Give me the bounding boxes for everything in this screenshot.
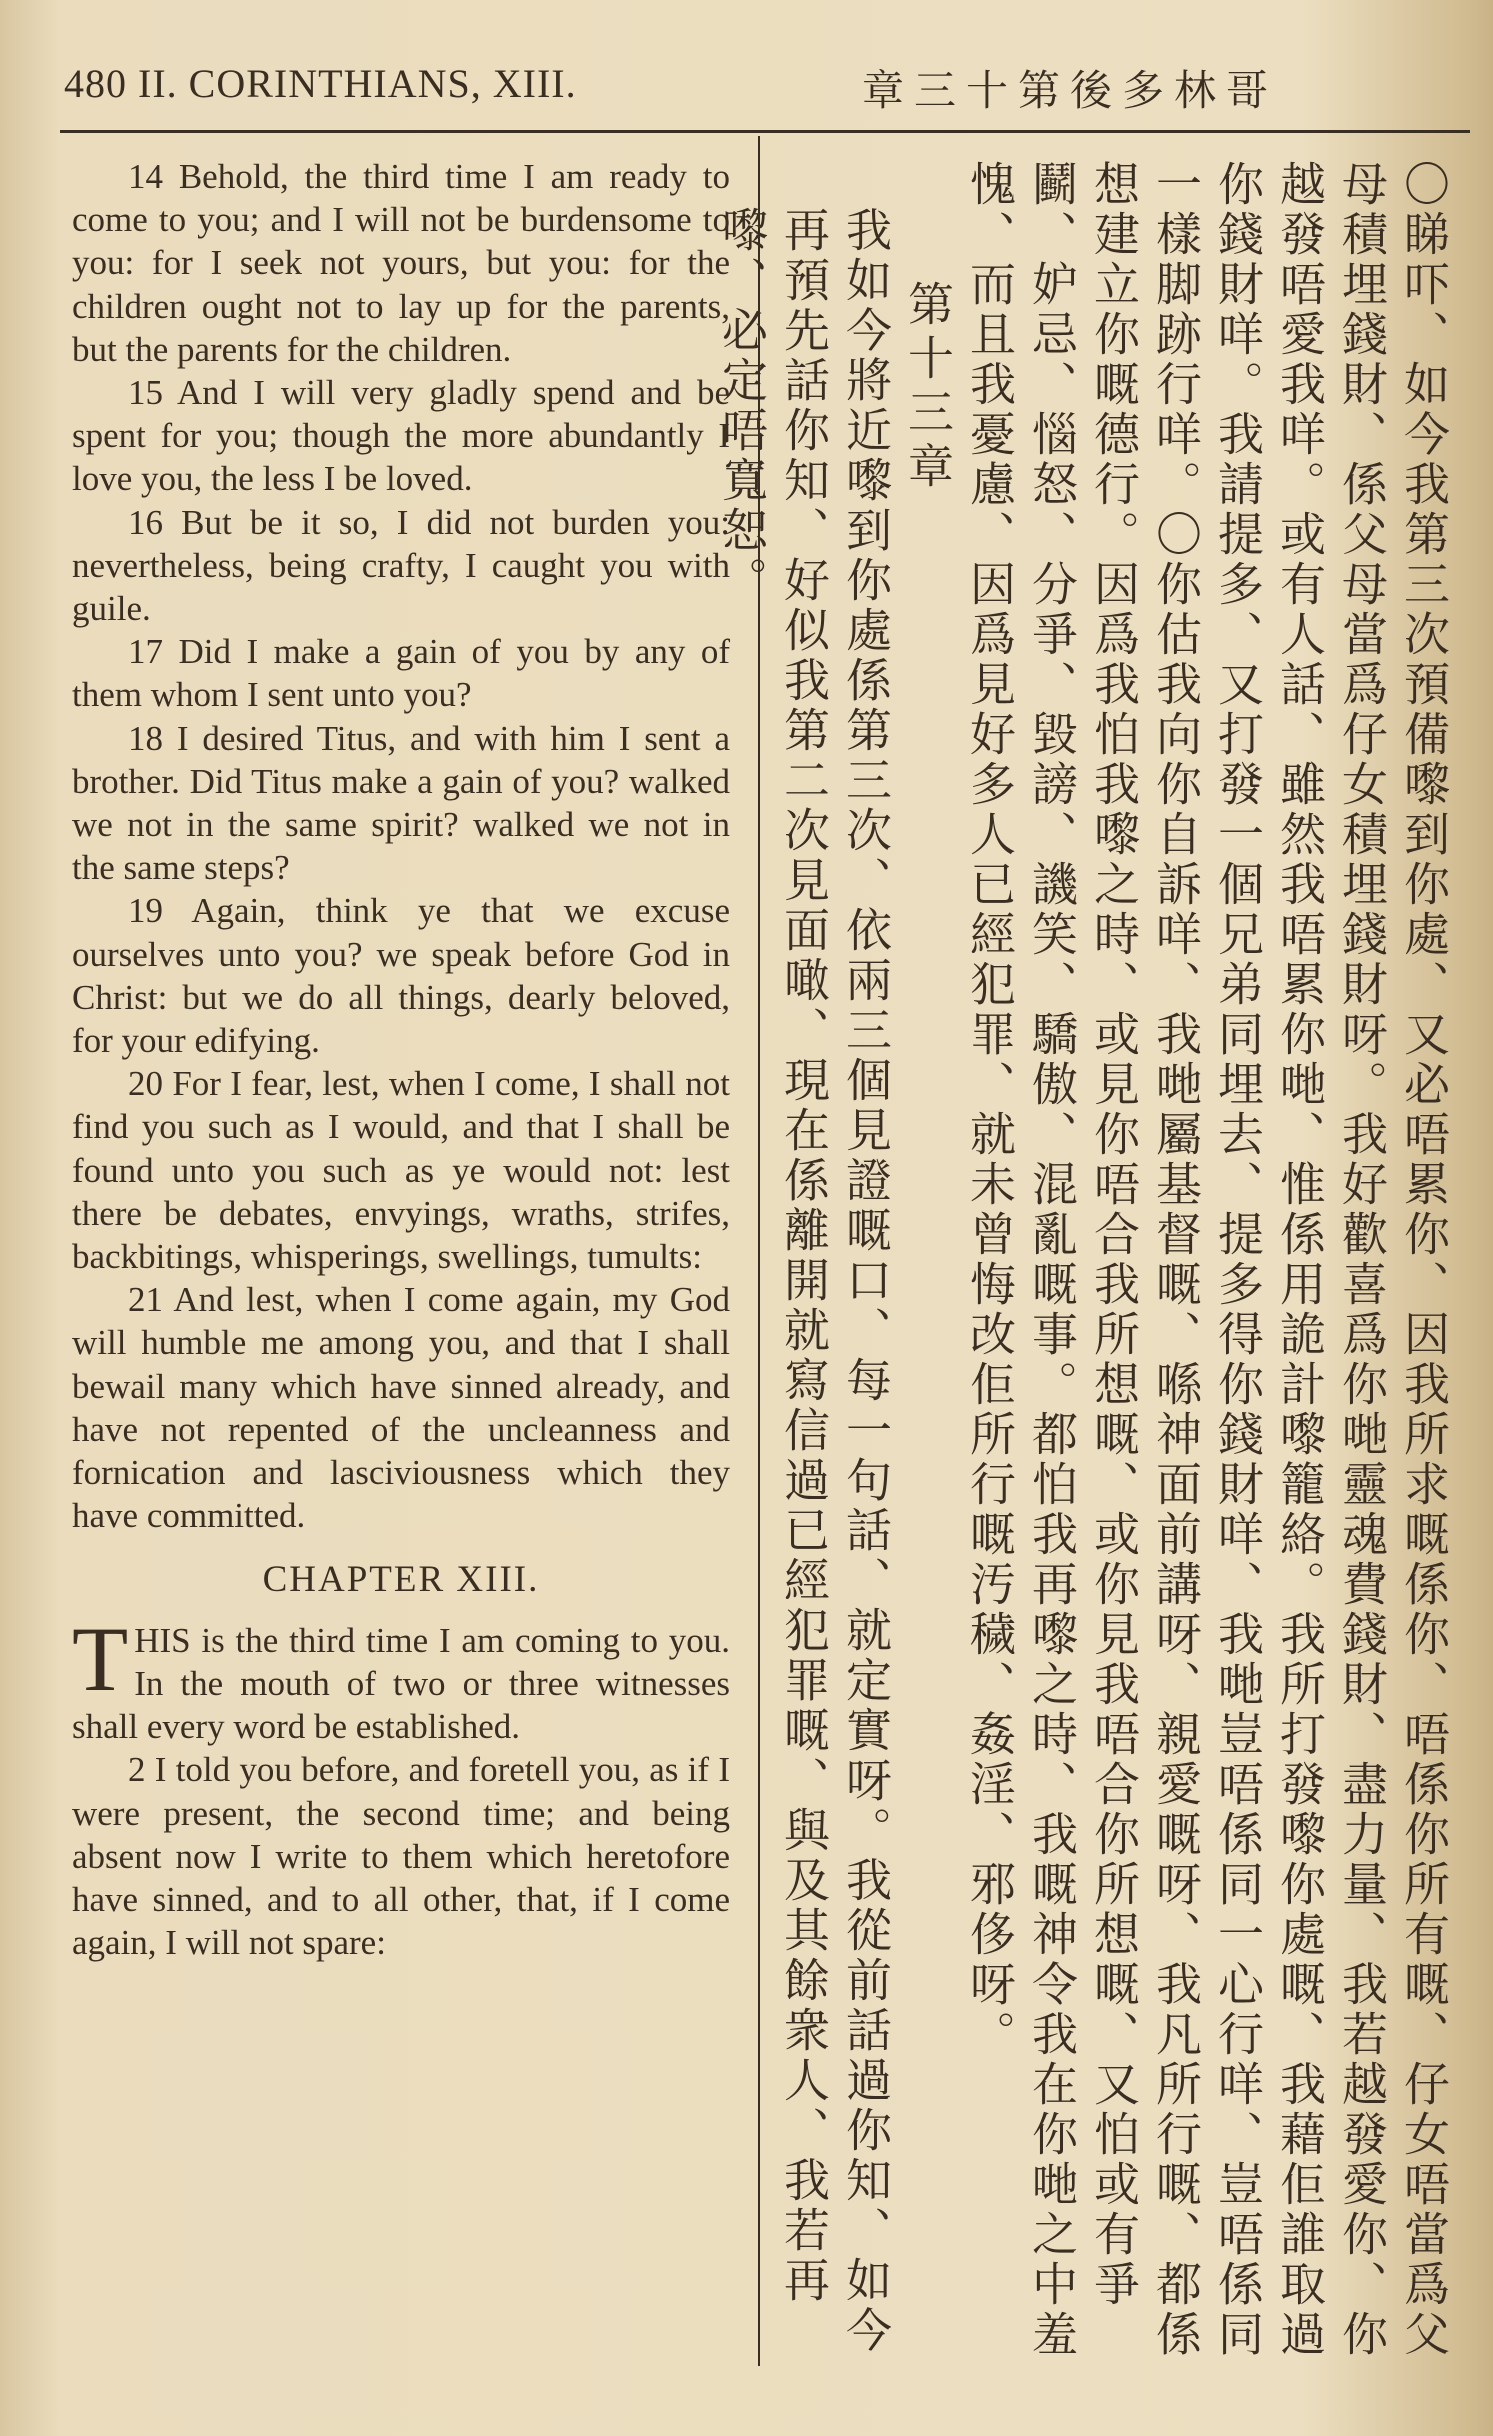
header-rule xyxy=(60,130,1470,133)
chapter-13-verse-2: 2 I told you before, and foretell you, as if I were present, the second time; and being absent now I write to them which heretofore have sinned, and to all other, that, if I come again, I will not spare: xyxy=(72,1750,730,1963)
chapter-title-english: CHAPTER XIII. xyxy=(262,1558,540,1600)
verse-19: 19 Again, think ye that we excuse ourselves unto you? we speak before God in Christ: but we do all things, dearly beloved, for your edifying. xyxy=(72,891,730,1061)
verse-21: 21 And lest, when I come again, my God will humble me among you, and that I shall bewail many which have sinned already, and have not repented of the uncleanness and fornication and lasciviousness which they have committed. xyxy=(72,1280,730,1536)
chapter-13-verse-1 xyxy=(72,1607,730,1749)
chapter-title-chinese: 第十三章 xyxy=(901,280,955,496)
verse-20: 20 For I fear, lest, when I come, I shall not find you such as I would, and that I shall be found unto you such as ye would not: lest there be debates, envyings, wraths, strifes, backbitings, whisperings, swellings, tumults: xyxy=(72,1064,730,1277)
page-header-chinese: 章三十第後多林哥 xyxy=(862,66,1279,115)
chinese-column xyxy=(715,160,1455,2380)
verse-15: 15 And I will very gladly spend and be spent for you; though the more abundantly I love you, the less I be loved. xyxy=(72,373,730,499)
verse-16: 16 But be it so, I did not burden you: nevertheless, being crafty, I caught you with guile. xyxy=(72,502,730,629)
verse-17: 17 Did I make a gain of you by any of them whom I sent unto you? xyxy=(72,632,730,715)
english-column xyxy=(72,155,730,1964)
chinese-verses-12: 〇睇吓、如今我第三次預備嚟到你處、又必唔累你、因我所求嘅係你、唔係你所有嘅、仔女唔當爲父母積埋錢財、係父母當爲仔女積埋錢財呀。我好歡喜爲你哋靈魂費錢財、盡力量、我若越發愛你、你越發唔愛我咩。或有人話、雖然我唔累你哋、惟係用詭計嚟籠絡。我所打發嚟你處嘅、我藉佢誰取過你錢財咩。我請提多、又打發一個兄弟同埋去、提多得你錢財咩、我哋豈唔係同一心行咩、豈唔係同一樣脚跡行咩。〇你估我向你自訴咩、我哋屬基督嘅、喺神面前講呀、親愛嘅呀、我凡所行嘅、都係想建立你嘅德行。因爲我怕我嚟之時、或見你唔合我所想嘅、或你見我唔合你所想嘅、又怕或有爭鬬、妒忌、惱怒、分爭、毀謗、譏笑、驕傲、混亂嘅事。都怕我再嚟之時、我嘅神令我在你哋之中羞愧、而且我憂慮、因爲見好多人已經犯罪、就未曾悔改佢所行嘅汚穢、姦淫、邪侈呀。 xyxy=(963,160,1451,2360)
verse-14: 14 Behold, the third time I am ready to come to you; and I will not be burdensome to you: for I seek not yours, but you: for the children ought not to lay up for the parents, but the parents for the children. xyxy=(72,157,730,369)
verse-18: 18 I desired Titus, and with him I sent a brother. Did Titus make a gain of you? walked we not in the same spirit? walked we not in the same steps? xyxy=(72,718,730,888)
chinese-verses-13: 我如今將近嚟到你處係第三次、依兩三個見證嘅口、每一句話、就定實呀。我從前話過你知、如今再預先話你知、好似我第二次見面噉、現在係離開就寫信過已經犯罪嘅、與及其餘衆人、我若再嚟、必定唔寬恕。 xyxy=(715,206,893,2356)
chapter-13-verse-1-text: HIS is the third time I am coming to you. In the mouth of two or three witnesses shall every word be established. xyxy=(72,1620,730,1747)
drop-cap: T xyxy=(72,1607,129,1710)
page-header-english: 480 II. CORINTHIANS, XIII. xyxy=(64,61,577,106)
